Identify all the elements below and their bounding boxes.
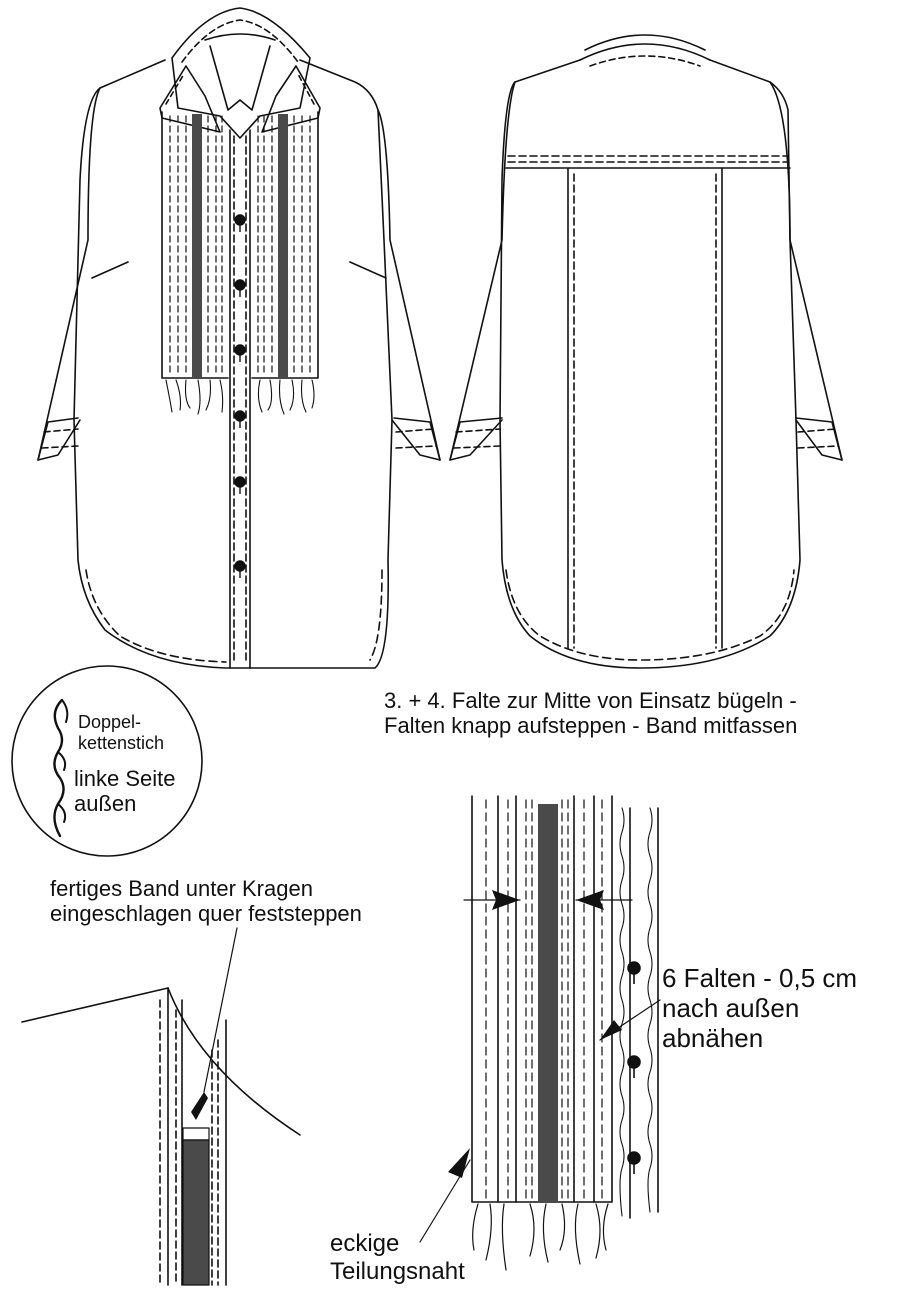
pleat-band-dark — [538, 804, 558, 1202]
back-shirt-view — [450, 35, 842, 668]
seam-note — [330, 1230, 465, 1285]
collar-band-dark — [183, 1128, 209, 1285]
legend-title — [78, 712, 164, 753]
instruction-top — [384, 688, 797, 739]
seam-note-line-1: eckige — [330, 1230, 400, 1257]
detail-arrows — [448, 890, 622, 1178]
legend-line-1: Doppel- — [78, 712, 142, 732]
stitch-legend-circle — [12, 666, 202, 856]
pleats-note-line-1: 6 Falten - 0,5 cm — [662, 963, 858, 993]
legend-line-2: kettenstich — [78, 732, 165, 753]
instruction-line-1: 3. + 4. Falte zur Mitte von Einsatz bügeln - — [384, 688, 797, 713]
band-note — [50, 876, 362, 927]
band-note-line-2: eingeschlagen quer feststeppen — [50, 901, 362, 927]
pleats-note-line-2: nach außen — [662, 992, 800, 1023]
instruction-line-2: Falten knapp aufsteppen - Band mitfassen — [384, 713, 798, 739]
collar-band-detail — [22, 928, 300, 1285]
pleats-note-line-3: abnähen — [662, 1022, 764, 1053]
legend-side — [74, 766, 176, 817]
seam-note-line-2: Teilungsnaht — [330, 1257, 465, 1285]
pleats-note — [662, 964, 857, 1054]
front-bib-bands — [192, 114, 288, 378]
legend-line-3: linke Seite — [74, 766, 176, 791]
band-arrow-head — [191, 1092, 208, 1120]
legend-line-4: außen — [74, 791, 137, 817]
front-buttons — [235, 215, 245, 578]
band-note-line-1: fertiges Band unter Kragen — [50, 876, 313, 901]
